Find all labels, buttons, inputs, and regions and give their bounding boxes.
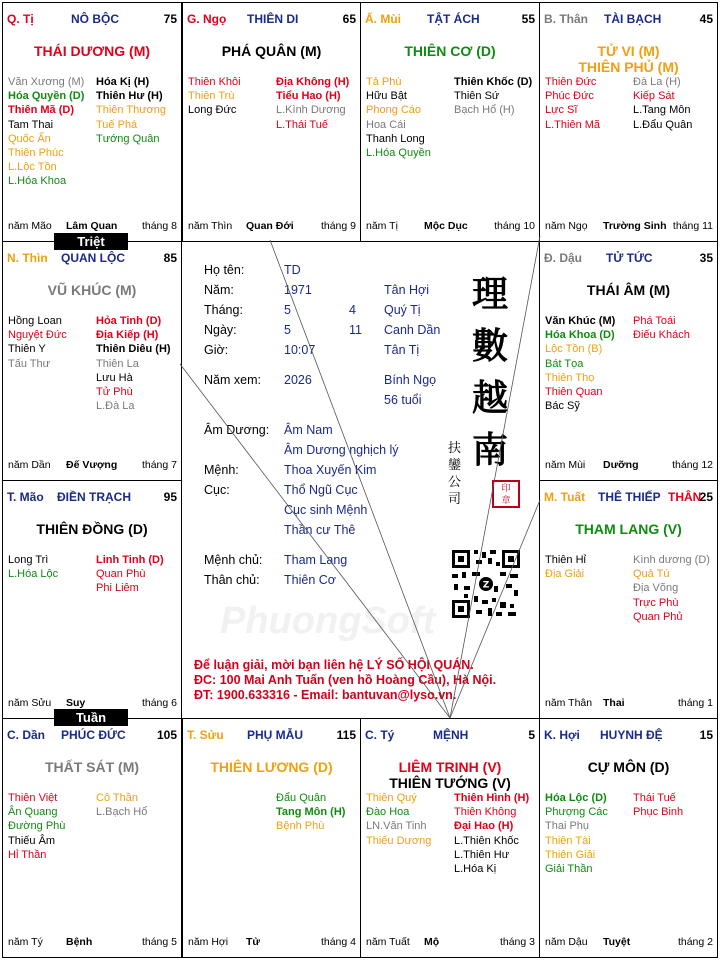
day-lunar: 11 [349,323,362,337]
cuc-note-1: Cục sinh Mệnh [284,503,368,517]
branch-label: G. Ngọ [187,12,227,26]
view-year-label: Năm xem: [204,373,261,387]
minor-star: Bác Sỹ [545,400,580,413]
minor-star: Địa Võng [633,582,679,595]
branch-label: C. Dần [7,728,46,742]
age-number: 35 [699,251,713,265]
month-lunar: 4 [349,303,356,317]
footer-year: năm Thìn [188,220,233,232]
minor-star: Quan Phù [96,568,146,581]
main-star: THIÊN LƯƠNG (D) [210,759,333,775]
minor-star: Thiên Khốc (D) [454,76,533,88]
main-star: THẤT SÁT (M) [44,759,140,775]
minor-star: Hóa Lộc (D) [545,792,607,804]
cuc-label: Cục: [204,483,230,497]
day-solar: 5 [284,323,291,337]
branch-label: T. Sửu [187,728,224,742]
minor-star: Tuế Phá [96,118,138,131]
minor-star: Thiên Quý [366,792,417,804]
footer-month: tháng 7 [141,459,177,471]
footer-year: năm Tuất [366,936,410,948]
minor-star: LN.Văn Tinh [366,820,427,833]
am-duong-note: Âm Dương nghịch lý [284,443,399,457]
palace-name: THIÊN DI [247,12,299,26]
minor-star: Tang Môn (H) [276,806,346,819]
footer-month: tháng 2 [677,936,713,948]
minor-star: Nguyệt Đức [8,329,67,342]
footer-stage: Tử [246,936,261,948]
main-star: THIÊN TƯỚNG (V) [389,775,511,791]
calligraphy-logo: 理數越南 [471,273,508,471]
minor-star: Hỏa Tinh (D) [96,315,162,327]
minor-star: Thiên Y [8,343,46,356]
footer-year: năm Thân [545,697,593,709]
minor-star: Thiên La [96,357,139,370]
cuc-value: Thổ Ngũ Cục [284,483,358,497]
menh-chu-label: Mệnh chủ: [204,553,263,567]
palace-name: PHỤ MẪU [247,728,303,742]
minor-star: Hóa Quyền (D) [8,90,85,103]
minor-star: L.Thiên Mã [545,118,601,131]
palace-name: ĐIỀN TRẠCH [57,490,131,504]
minor-star: Bệnh Phù [276,820,325,833]
footer-stage: Thai [603,697,625,709]
minor-star: Tấu Thư [8,357,51,370]
minor-star: Thiếu Dương [366,834,432,847]
minor-star: L.Thiên Khốc [454,834,519,847]
main-star: THIÊN ĐỒNG (D) [36,521,148,537]
name-label: Họ tên: [204,263,245,277]
minor-star: Thiên Sứ [454,90,500,103]
year-value: 1971 [284,283,312,297]
month-label: Tháng: [204,303,243,317]
footer-month: tháng 9 [320,220,356,232]
minor-star: L.Bạch Hổ [96,806,148,819]
minor-star: Đào Hoa [366,806,410,819]
footer-stage: Lâm Quan [66,220,118,232]
minor-star: Địa Không (H) [276,76,350,88]
age-number: 5 [528,728,535,742]
branch-label: N. Thìn [7,251,48,265]
minor-star: Thiên Phúc [8,147,64,160]
age-number: 85 [163,251,177,265]
branch-label: T. Mão [7,490,44,504]
minor-star: Hỉ Thần [8,848,47,861]
minor-star: Ân Quang [8,806,58,819]
minor-star: L.Lộc Tồn [8,161,57,174]
year-canchi: Tân Hợi [384,283,430,297]
contact-line-2: ĐC: 100 Mai Anh Tuấn (ven hồ Hoàng Cầu), Hà Nội. [194,673,497,687]
footer-year: năm Dậu [545,936,588,948]
footer-stage: Bệnh [66,936,93,948]
minor-star: L.Hóa Quyền [366,147,431,160]
minor-star: Phi Liêm [96,582,139,595]
month-canchi: Quý Tị [384,303,421,317]
age-number: 105 [156,728,177,742]
day-label: Ngày: [204,323,237,337]
minor-star: Hóa Khoa (D) [545,329,615,342]
minor-star: Địa Giải [545,568,585,581]
footer-month: tháng 12 [672,459,713,471]
view-year-value: 2026 [284,373,312,387]
main-star: THÁI DƯƠNG (M) [33,43,151,59]
minor-star: L.Tang Môn [633,104,691,117]
name-value: TD [284,263,301,277]
minor-star: Quan Phủ [633,610,683,623]
palace-name: MỆNH [433,728,469,742]
minor-star: Thiên Hình (H) [454,792,530,804]
footer-month: tháng 1 [677,697,713,709]
minor-star: Quốc Ấn [8,132,51,145]
minor-star: L.Hóa Khoa [8,175,67,188]
main-star: THIÊN CƠ (D) [404,43,496,59]
footer-month: tháng 3 [499,936,535,948]
main-star: THÁI ÂM (M) [586,282,671,298]
main-star: VŨ KHÚC (M) [47,282,137,298]
age-number: 25 [699,490,713,504]
minor-star: Linh Tinh (D) [96,554,164,566]
menh-label: Mệnh: [204,463,239,477]
palace-name: QUAN LỘC [61,251,125,265]
minor-star: Lưu Hà [96,371,133,384]
minor-star: Hóa Kị (H) [96,76,150,88]
minor-star: Thiên Mã (D) [8,104,74,117]
minor-star: Tử Phù [96,386,133,399]
branch-label: Ấ. Mùi [365,12,401,26]
minor-star: Thiên Không [454,806,517,819]
minor-star: Thiên Hư (H) [96,90,163,103]
minor-star: L.Thái Tuế [276,118,328,131]
age-number: 65 [342,12,356,26]
watermark: PhuongSoft [220,600,436,642]
footer-month: tháng 6 [141,697,177,709]
minor-star: Thiên Quan [545,386,603,399]
minor-star: Bạch Hổ (H) [454,104,515,117]
palace-name: HUYNH ĐỆ [600,728,663,742]
footer-year: năm Dần [8,459,51,471]
minor-star: Hữu Bật [366,90,407,103]
cuc-note-2: Thần cư Thê [284,523,356,537]
footer-year: năm Hợi [188,936,229,948]
minor-star: Thanh Long [366,132,425,145]
menh-chu-value: Tham Lang [284,553,348,567]
minor-star: Thiên Tài [545,834,591,847]
contact-line-1: Để luận giải, mời bạn liên hệ LÝ SỐ HỘI QUÁN. [194,658,474,672]
main-star: TỬ VI (M) [597,43,660,59]
branch-label: B. Thân [544,12,588,26]
minor-star: Địa Kiếp (H) [96,329,159,342]
minor-star: Thiên Diêu (H) [96,343,171,356]
branch-label: M. Tuất [544,490,586,504]
month-solar: 5 [284,303,291,317]
minor-star: Phong Cáo [366,104,422,117]
minor-star: Tam Thai [8,118,54,131]
minor-star: Phá Toái [633,315,676,327]
branch-label: K. Hợi [544,728,580,742]
minor-star: Kình dương (D) [633,554,710,566]
minor-star: Phượng Các [545,806,608,819]
hour-canchi: Tân Tị [384,343,420,357]
minor-star: Đẩu Quân [276,792,327,804]
minor-star: L.Hóa Lộc [8,568,59,581]
minor-star: Cô Thần [96,792,138,804]
minor-star: Quả Tú [633,568,670,581]
main-star: LIÊM TRINH (V) [398,759,502,775]
minor-star: Thiên Trù [188,90,235,103]
main-star: THIÊN PHỦ (M) [578,59,679,75]
footer-year: năm Mùi [545,459,586,471]
branch-label: Q. Tị [7,12,34,26]
palace-name: PHÚC ĐỨC [61,728,126,742]
red-seal: 印 章 [492,480,520,508]
footer-year: năm Ngọ [545,220,588,232]
year-label: Năm: [204,283,234,297]
age-number: 75 [163,12,177,26]
footer-stage: Suy [66,697,86,709]
age-number: 55 [521,12,535,26]
minor-star: Phúc Đức [545,90,594,103]
footer-month: tháng 4 [320,936,356,948]
am-duong-label: Âm Dương: [204,423,270,437]
age-number: 115 [336,728,356,742]
minor-star: Trực Phù [633,596,679,609]
minor-star: Lộc Tồn (B) [545,343,603,356]
footer-stage: Đế Vượng [66,459,118,471]
footer-month: tháng 8 [141,220,177,232]
age-number: 45 [699,12,713,26]
main-star: CỰ MÔN (D) [587,759,670,775]
minor-star: Văn Xương (M) [8,76,85,88]
minor-star: L.Đà La [96,400,135,413]
palace-name: TẬT ÁCH [427,12,480,26]
main-star: PHÁ QUÂN (M) [221,43,322,59]
than-marker: THÂN [668,490,702,504]
minor-star: Thai Phụ [545,820,590,833]
footer-year: năm Tị [366,220,398,232]
hour-label: Giờ: [204,343,229,357]
minor-star: Kiếp Sát [633,90,675,103]
minor-star: Thái Tuế [633,792,676,804]
minor-star: Thiên Đức [545,76,597,88]
branch-label: C. Tý [365,728,395,742]
minor-star: Long Đức [188,104,237,117]
footer-stage: Dưỡng [603,459,639,471]
minor-star: L.Thiên Hư [454,848,510,861]
age-number: 15 [699,728,713,742]
svg-text:Z: Z [482,580,490,591]
footer-month: tháng 5 [141,936,177,948]
footer-month: tháng 11 [672,220,713,232]
menh-value: Thoa Xuyến Kim [284,463,377,477]
minor-star: Hồng Loan [8,315,62,327]
hour-value: 10:07 [284,343,316,357]
than-chu-value: Thiên Cơ [284,573,336,587]
palace-name: NÔ BỘC [71,12,119,26]
minor-star: Bát Tọa [545,357,584,370]
palace-name: TỬ TỨC [606,251,653,265]
footer-stage: Mộc Dục [424,220,468,232]
view-year-canchi: Bính Ngọ [384,373,437,387]
footer-year: năm Tý [8,936,43,948]
minor-star: L.Kình Dương [276,104,346,117]
triet-tag: Triệt [54,233,128,250]
minor-star: Đà La (H) [633,76,681,88]
tuan-tag: Tuần [54,709,128,726]
minor-star: Tả Phù [366,76,402,88]
minor-star: Thiên Thương [96,104,167,117]
minor-star: Thiên Thọ [545,371,595,384]
age-number: 95 [163,490,177,504]
minor-star: Tướng Quân [96,132,160,145]
minor-star: Thiếu Âm [8,834,56,847]
minor-star: Thiên Giải [545,848,596,861]
footer-stage: Trường Sinh [603,220,667,232]
minor-star: Thiên Hỉ [545,554,586,566]
minor-star: Hoa Cái [366,118,406,131]
age-value: 56 tuổi [384,393,422,407]
minor-star: Thiên Việt [8,792,58,804]
footer-stage: Mộ [424,936,440,948]
footer-stage: Quan Đới [246,220,294,232]
main-star: THAM LANG (V) [575,521,682,537]
calligraphy-small: 扶鑾公司 [448,441,462,507]
palace-name: THÊ THIẾP [598,490,661,504]
minor-star: Văn Khúc (M) [545,315,616,327]
day-canchi: Canh Dần [384,323,441,337]
am-duong-value: Âm Nam [284,423,333,437]
minor-star: L.Đẩu Quân [633,118,693,131]
minor-star: Đại Hao (H) [454,820,514,833]
minor-star: Phục Binh [633,806,684,819]
footer-year: năm Sửu [8,697,52,709]
minor-star: Đường Phù [8,820,66,833]
than-chu-label: Thân chủ: [204,573,260,587]
palace-name: TÀI BẠCH [604,12,662,26]
footer-stage: Tuyệt [603,936,631,948]
footer-month: tháng 10 [494,220,535,232]
minor-star: Giải Thần [545,863,593,876]
minor-star: Tiểu Hao (H) [276,90,341,103]
minor-star: Thiên Khôi [188,76,241,88]
minor-star: Long Trì [8,554,49,566]
footer-year: năm Mão [8,220,52,232]
minor-star: Điếu Khách [633,329,690,342]
minor-star: Lực Sĩ [545,104,578,117]
minor-star: L.Hóa Kị [454,863,497,876]
contact-line-3: ĐT: 1900.633316 - Email: bantuvan@lyso.vn. [194,688,457,702]
branch-label: Đ. Dậu [544,251,583,265]
